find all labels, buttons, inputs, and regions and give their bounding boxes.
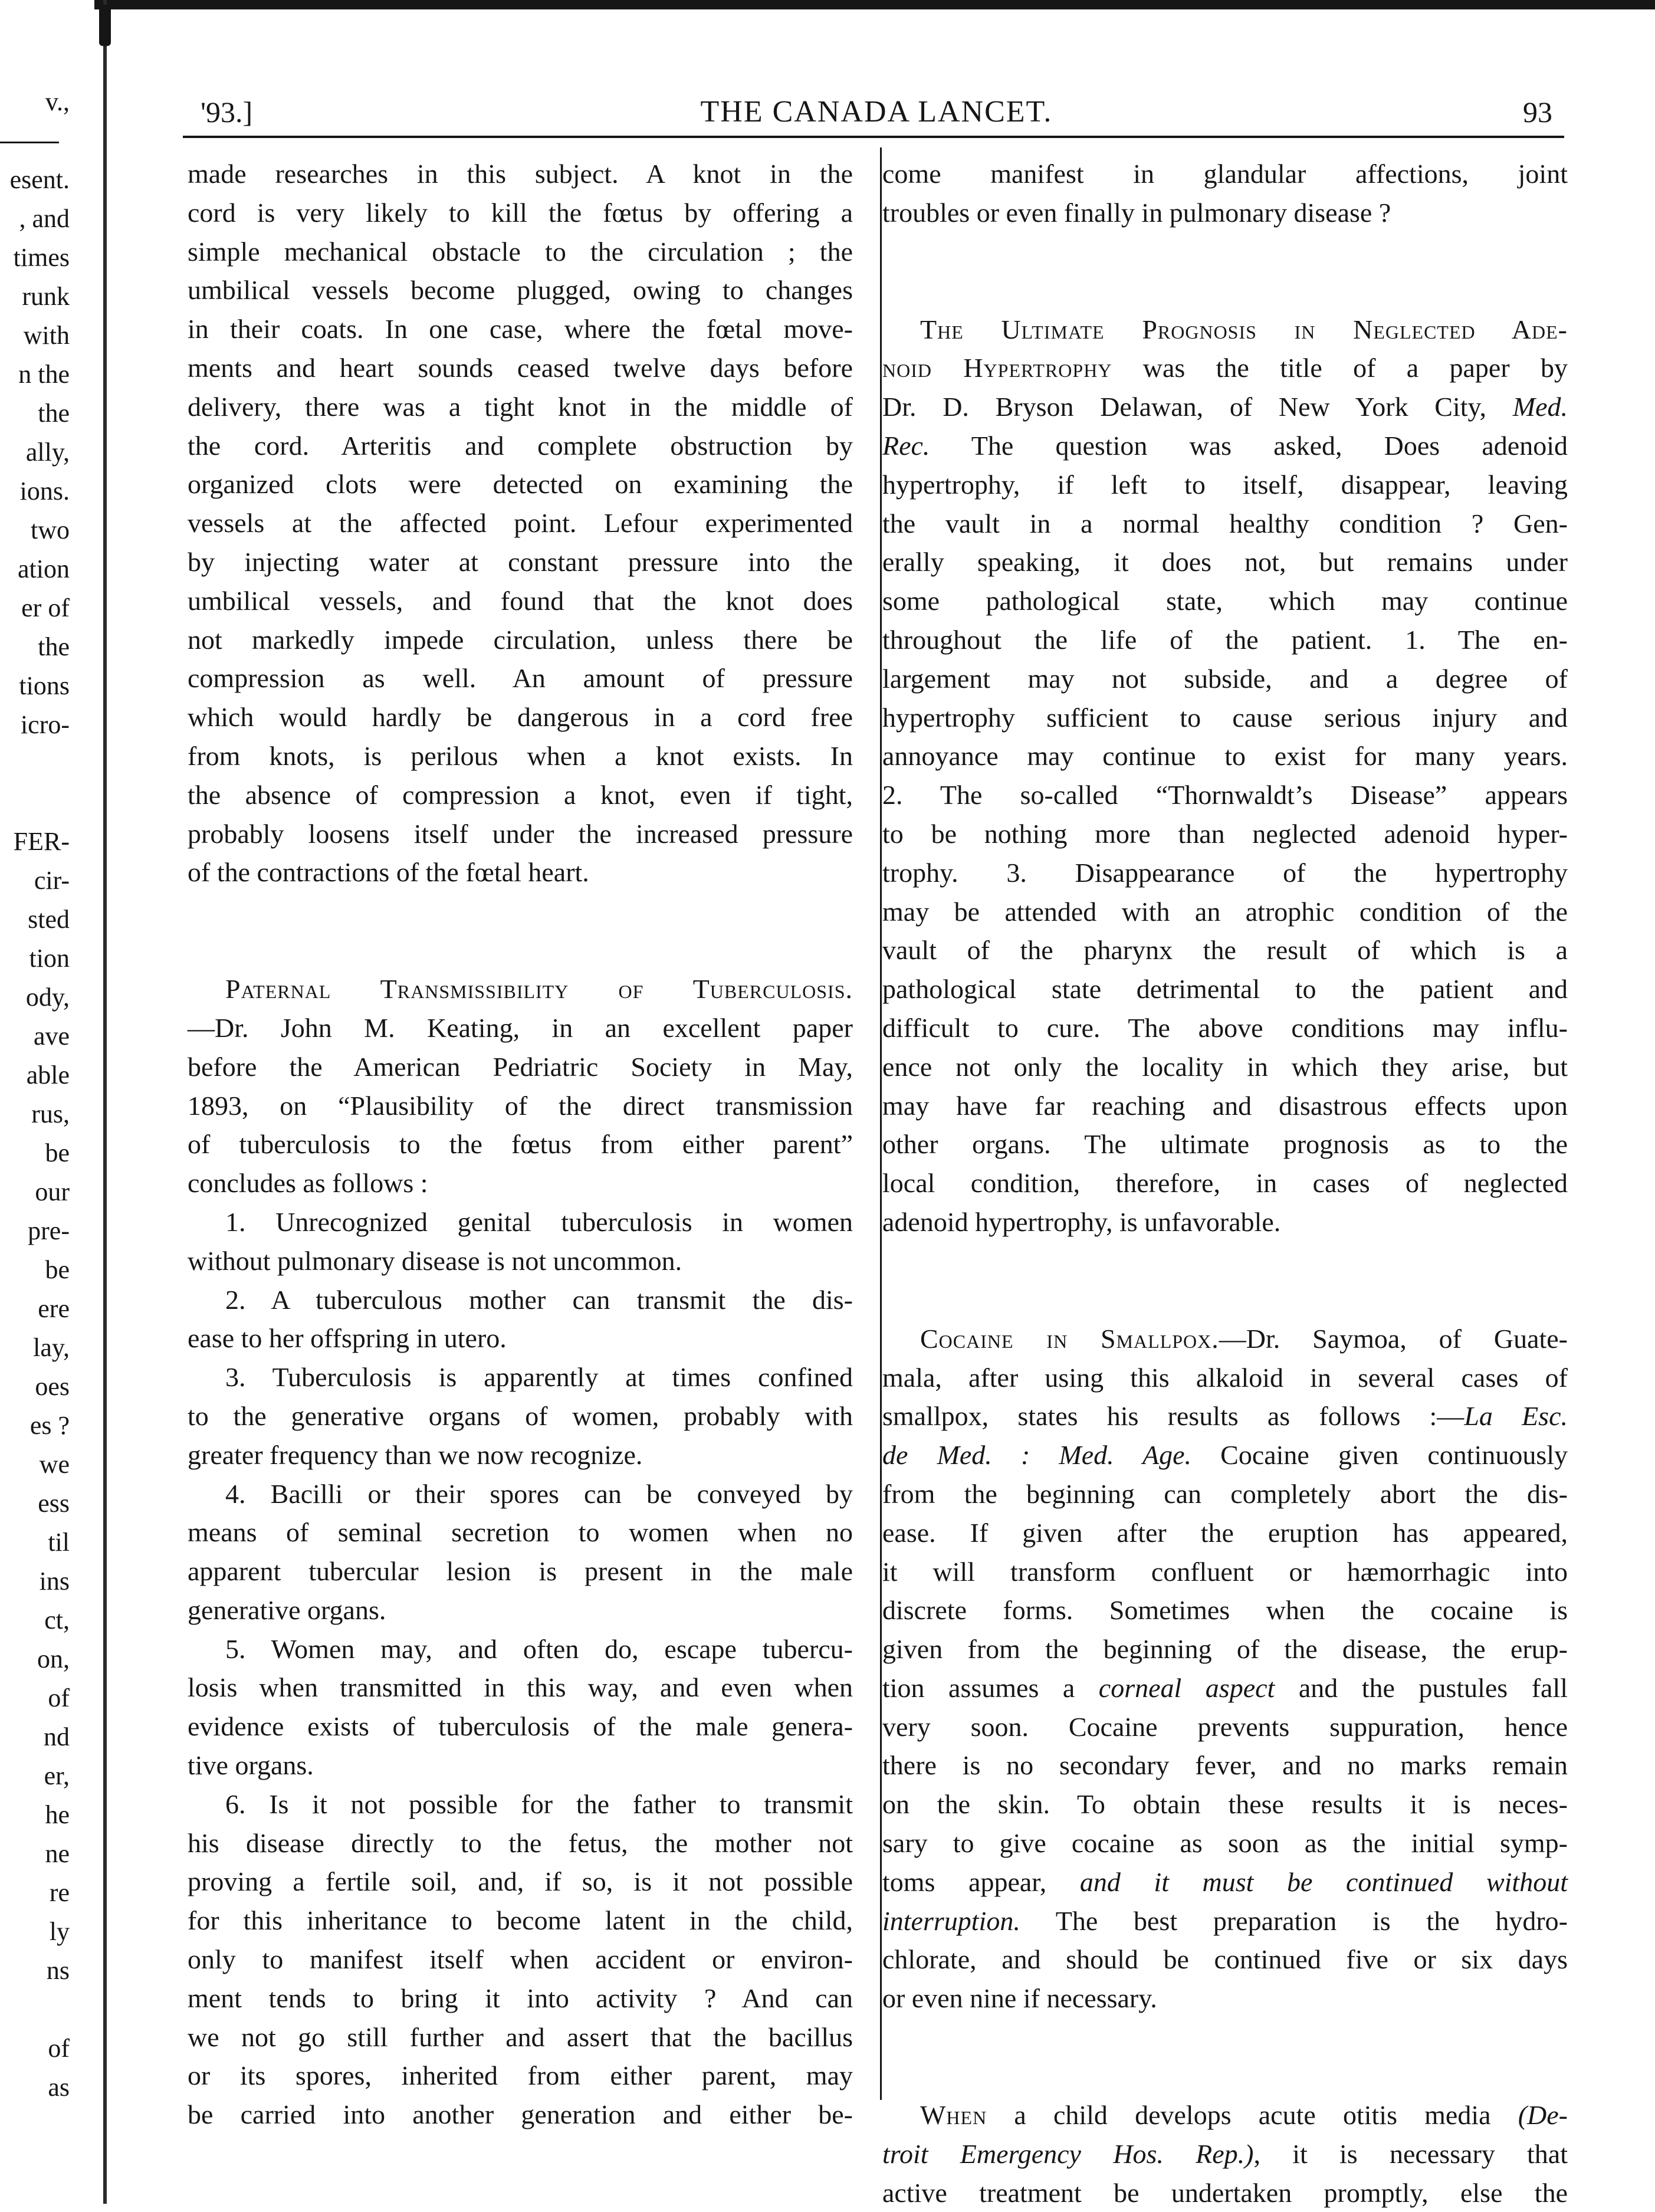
cocaine-source: La Esc. bbox=[1464, 1401, 1568, 1432]
text-line: hypertrophy, if left to itself, disappear, leaving bbox=[882, 469, 1568, 500]
previous-page-line: er of bbox=[21, 593, 70, 622]
cocaine-line-15: toms appear, and it must be continued without bbox=[882, 1866, 1568, 1897]
previous-page-line: icro- bbox=[20, 710, 70, 739]
text-line: very soon. Cocaine prevents suppuration, hence bbox=[882, 1711, 1568, 1742]
text-line: the absence of compression a knot, even if tight, bbox=[188, 779, 853, 810]
previous-page-line: times bbox=[13, 243, 70, 272]
previous-page-line: be bbox=[45, 1138, 70, 1167]
cocaine-heading: Cocaine in Smallpox. bbox=[920, 1323, 1219, 1354]
previous-page-line: n the bbox=[18, 360, 70, 389]
text-line: ease. If given after the eruption has appeared, bbox=[882, 1517, 1568, 1548]
text-line: by injecting water at constant pressure into the bbox=[188, 546, 853, 577]
previous-page-line: our bbox=[35, 1177, 70, 1206]
previous-page-line: two bbox=[31, 516, 70, 544]
text-line: there is no secondary fever, and no marks remain bbox=[882, 1750, 1568, 1781]
previous-page-line: lay, bbox=[33, 1333, 70, 1362]
cocaine-source-cont: de Med. : Med. Age. bbox=[882, 1440, 1191, 1471]
text-line: given from the beginning of the disease, the erup- bbox=[882, 1634, 1568, 1665]
previous-page-line: of bbox=[48, 2034, 70, 2063]
journal-title: THE CANADA LANCET. bbox=[700, 95, 1053, 129]
conclusions-list bbox=[188, 1203, 853, 2134]
gutter-ink-blot bbox=[99, 5, 111, 46]
previous-page-fragment bbox=[0, 83, 70, 2107]
corneal-aspect: corneal aspect bbox=[1098, 1672, 1275, 1703]
text-line: troubles or even finally in pulmonary disease ? bbox=[882, 197, 1391, 228]
previous-page-line: tion bbox=[29, 944, 70, 973]
text-line: before the American Pedriatric Society in May, bbox=[188, 1051, 853, 1082]
list-item-line: 6. Is it not possible for the father to transmit bbox=[225, 1788, 853, 1819]
list-item-line: means of seminal secretion to women when no bbox=[188, 1517, 853, 1548]
list-item bbox=[188, 1630, 853, 1785]
continued-paragraph bbox=[882, 155, 1568, 232]
previous-page-line: with bbox=[23, 321, 70, 350]
adenoid-line-4: Rec. The question was asked, Does adenoid bbox=[882, 430, 1568, 461]
text-line: made researches in this subject. A knot in the bbox=[188, 159, 853, 189]
previous-page-line: be bbox=[45, 1255, 70, 1284]
previous-page-line: we bbox=[39, 1450, 70, 1479]
fragment-gap bbox=[0, 1990, 70, 2029]
list-item-line: losis when transmitted in this way, and even when bbox=[188, 1672, 853, 1703]
adenoid-heading-2: noid Hypertrophy bbox=[882, 353, 1112, 383]
previous-page-line: ns bbox=[46, 1956, 70, 1985]
previous-page-line: re bbox=[49, 1878, 70, 1907]
paternal-heading: Paternal Transmissibility of Tuberculosis. bbox=[225, 974, 853, 1005]
column-divider bbox=[880, 147, 882, 2100]
previous-page-line: ins bbox=[39, 1567, 70, 1596]
list-item-line: 5. Women may, and often do, escape tubercu- bbox=[225, 1633, 853, 1664]
list-item-line: 4. Bacilli or their spores can be conveyed by bbox=[225, 1478, 853, 1509]
text-line: pathological state detrimental to the patient and bbox=[882, 974, 1568, 1005]
text-line: come manifest in glandular affections, joint bbox=[882, 159, 1568, 189]
cocaine-paragraph-c bbox=[882, 1940, 1568, 2018]
previous-page-line: ess bbox=[38, 1489, 70, 1518]
adenoid-paragraph bbox=[882, 465, 1568, 1242]
text-line: chlorate, and should be continued five or six days bbox=[882, 1944, 1568, 1975]
list-item-line: 3. Tuberculosis is apparently at times confined bbox=[225, 1362, 853, 1393]
text-line: largement may not subside, and a degree of bbox=[882, 663, 1568, 694]
previous-page-line: til bbox=[48, 1528, 70, 1557]
previous-page-line: , and bbox=[19, 204, 70, 233]
previous-page-line: v., bbox=[45, 87, 70, 116]
text-line: umbilical vessels, and found that the knot does bbox=[188, 585, 853, 616]
list-item-line: proving a fertile soil, and, if so, is it not possible bbox=[188, 1866, 853, 1897]
list-item bbox=[188, 1281, 853, 1358]
previous-page-line: ave bbox=[33, 1022, 70, 1051]
text-line: difficult to cure. The above conditions may influ- bbox=[882, 1012, 1568, 1043]
previous-page-line: ly bbox=[49, 1917, 70, 1946]
text-line: umbilical vessels become plugged, owing to changes bbox=[188, 275, 853, 306]
previous-page-line: esent. bbox=[9, 165, 70, 194]
adenoid-after-heading: was the title of a paper by bbox=[1112, 353, 1568, 383]
list-item-line: without pulmonary disease is not uncommon. bbox=[188, 1245, 682, 1276]
cocaine-line-16: interruption. The best preparation is the hydro- bbox=[882, 1905, 1568, 1936]
top-edge-rule bbox=[94, 0, 1655, 9]
continued-without: and it must be continued without bbox=[1079, 1866, 1568, 1897]
previous-page-line: oes bbox=[35, 1372, 70, 1401]
previous-page-line: er, bbox=[44, 1761, 70, 1790]
text-line: sary to give cocaine as soon as the initial symp- bbox=[882, 1828, 1568, 1859]
cocaine-line-1: Cocaine in Smallpox.—Dr. Saymoa, of Guate- bbox=[920, 1323, 1568, 1354]
previous-page-line: on, bbox=[37, 1645, 70, 1673]
list-item-line: greater frequency than we now recognize. bbox=[188, 1439, 643, 1470]
list-item-line: 2. A tuberculous mother can transmit the dis- bbox=[225, 1284, 853, 1315]
previous-page-line: cir- bbox=[34, 866, 70, 895]
previous-page-line: ions. bbox=[19, 477, 70, 506]
cocaine-paragraph-a bbox=[882, 1475, 1568, 1669]
list-item-line: for this inheritance to become latent in the child, bbox=[188, 1905, 853, 1936]
text-line: ence not only the locality in which they arise, but bbox=[882, 1051, 1568, 1082]
cocaine-line-10: tion assumes a corneal aspect and the pustules fall bbox=[882, 1672, 1568, 1703]
otitis-source: (De- bbox=[1518, 2100, 1568, 2131]
text-line: 2. The so-called “Thornwaldt’s Disease” appears bbox=[882, 780, 1568, 810]
previous-page-line: ally, bbox=[25, 438, 70, 467]
previous-page-line: runk bbox=[22, 282, 70, 311]
previous-page-line: FER- bbox=[13, 827, 70, 856]
text-line: to be nothing more than neglected adenoid hyper- bbox=[882, 818, 1568, 849]
list-item bbox=[188, 1475, 853, 1630]
text-line: which would hardly be dangerous in a cord free bbox=[188, 702, 853, 733]
cocaine-paragraph-b bbox=[882, 1708, 1568, 1863]
previous-page-line: pre- bbox=[28, 1216, 70, 1245]
paternal-heading-line bbox=[188, 970, 853, 1009]
list-item-line: his disease directly to the fetus, the mother not bbox=[188, 1827, 853, 1858]
list-item-line: ease to her offspring in utero. bbox=[188, 1323, 507, 1354]
adenoid-source: Med. bbox=[1512, 392, 1568, 422]
header-rule bbox=[183, 136, 1564, 138]
text-line: may have far reaching and disastrous effects upon bbox=[882, 1090, 1568, 1121]
text-line: not markedly impede circulation, unless there be bbox=[188, 624, 853, 655]
previous-page-header-rule bbox=[0, 142, 59, 143]
text-line: compression as well. An amount of pressure bbox=[188, 663, 853, 694]
list-item bbox=[188, 1203, 853, 1281]
list-item-line: we not go still further and assert that the bacillus bbox=[188, 2021, 853, 2052]
header-year: '93.] bbox=[201, 96, 253, 129]
previous-page-line: ne bbox=[45, 1839, 70, 1868]
text-line: hypertrophy sufficient to cause serious injury and bbox=[882, 702, 1568, 733]
otitis-line-1: When a child develops acute otitis media (De- bbox=[920, 2100, 1568, 2131]
list-item-line: to the generative organs of women, probably with bbox=[188, 1400, 853, 1431]
text-line: trophy. 3. Disappearance of the hypertrophy bbox=[882, 857, 1568, 888]
left-column bbox=[188, 155, 853, 2134]
text-line: of tuberculosis to the fœtus from either parent” bbox=[188, 1129, 853, 1160]
list-item-line: or its spores, inherited from either parent, may bbox=[188, 2060, 853, 2091]
text-line: from the beginning can completely abort the dis- bbox=[882, 1478, 1568, 1509]
text-line: throughout the life of the patient. 1. The en- bbox=[882, 624, 1568, 655]
text-line: ments and heart sounds ceased twelve days before bbox=[188, 352, 853, 383]
previous-page-line: rus, bbox=[31, 1100, 70, 1128]
text-line: cord is very likely to kill the fœtus by offering a bbox=[188, 197, 853, 228]
text-line: 1893, on “Plausibility of the direct transmission bbox=[188, 1090, 853, 1121]
text-line: annoyance may continue to exist for many years. bbox=[882, 741, 1568, 772]
text-line: organized clots were detected on examining the bbox=[188, 469, 853, 500]
adenoid-heading-1: The Ultimate Prognosis in Neglected Ade- bbox=[920, 314, 1568, 344]
list-item-line: only to manifest itself when accident or environ- bbox=[188, 1944, 853, 1975]
text-line: local condition, therefore, in cases of neglected bbox=[882, 1168, 1568, 1199]
list-item-line: 1. Unrecognized genital tuberculosis in women bbox=[225, 1206, 853, 1237]
list-item-line: evidence exists of tuberculosis of the male genera- bbox=[188, 1711, 853, 1742]
previous-page-line: ere bbox=[38, 1294, 70, 1323]
list-item bbox=[188, 1358, 853, 1474]
fragment-gap bbox=[0, 744, 70, 783]
text-line: concludes as follows : bbox=[188, 1168, 428, 1199]
list-item-line: apparent tubercular lesion is present in the male bbox=[188, 1556, 853, 1587]
previous-page-line: es ? bbox=[29, 1411, 70, 1440]
gutter-shadow bbox=[103, 0, 107, 2204]
text-line: on the skin. To obtain these results it is neces- bbox=[882, 1789, 1568, 1820]
text-line: erally speaking, it does not, but remains under bbox=[882, 547, 1568, 577]
interruption: interruption. bbox=[882, 1905, 1020, 1936]
text-line: adenoid hypertrophy, is unfavorable. bbox=[882, 1206, 1281, 1237]
previous-page-line: the bbox=[38, 632, 70, 661]
text-line: some pathological state, which may continue bbox=[882, 586, 1568, 616]
text-line: the cord. Arteritis and complete obstruction by bbox=[188, 430, 853, 461]
previous-page-line: sted bbox=[28, 905, 70, 934]
previous-page-line: able bbox=[26, 1061, 70, 1089]
text-line: simple mechanical obstacle to the circulation ; the bbox=[188, 236, 853, 267]
fragment-gap bbox=[0, 783, 70, 822]
cocaine-line-3: smallpox, states his results as follows :—La Esc. bbox=[882, 1401, 1568, 1432]
previous-page-line: nd bbox=[44, 1722, 70, 1751]
fragment-gap bbox=[0, 122, 70, 160]
text-line: delivery, there was a tight knot in the middle of bbox=[188, 391, 853, 422]
previous-page-line: ation bbox=[18, 554, 70, 583]
otitis-line-2: troit Emergency Hos. Rep.), it is necessary that bbox=[882, 2138, 1568, 2169]
previous-page-line: as bbox=[48, 2073, 70, 2102]
text-line: in their coats. In one case, where the fœtal move- bbox=[188, 314, 853, 344]
list-item bbox=[188, 1785, 853, 2134]
adenoid-source-cont: Rec. bbox=[882, 430, 930, 461]
adenoid-line-2 bbox=[882, 349, 1568, 388]
previous-page-line: of bbox=[48, 1683, 70, 1712]
text-line: of the contractions of the fœtal heart. bbox=[188, 857, 589, 888]
otitis-line-3: active treatment be undertaken promptly, else the bbox=[882, 2177, 1568, 2208]
previous-page-line: tions bbox=[19, 671, 70, 700]
running-header bbox=[201, 91, 1552, 133]
cocaine-line-2: mala, after using this alkaloid in several cases of bbox=[882, 1362, 1568, 1393]
otitis-source-cont: troit Emergency Hos. Rep.) bbox=[882, 2138, 1254, 2169]
previous-page-line: ct, bbox=[44, 1606, 70, 1635]
right-column bbox=[882, 155, 1568, 2212]
text-line: —Dr. John M. Keating, in an excellent paper bbox=[188, 1012, 853, 1043]
list-item-line: be carried into another generation and either be- bbox=[188, 2099, 853, 2130]
previous-page-line: the bbox=[38, 399, 70, 428]
text-line: or even nine if necessary. bbox=[882, 1983, 1157, 2014]
adenoid-line-3: Dr. D. Bryson Delawan, of New York City, Med. bbox=[882, 392, 1568, 422]
text-line: from knots, is perilous when a knot exists. In bbox=[188, 740, 853, 771]
adenoid-line-1 bbox=[882, 310, 1568, 349]
text-line: probably loosens itself under the increased pressure bbox=[188, 818, 853, 849]
knot-paragraph bbox=[188, 155, 853, 892]
paternal-paragraph bbox=[188, 1009, 853, 1203]
text-line: may be attended with an atrophic condition of the bbox=[882, 896, 1568, 927]
list-item-line: ment tends to bring it into activity ? And can bbox=[188, 1983, 853, 2013]
text-line: it will transform confluent or hæmorrhagic into bbox=[882, 1556, 1568, 1587]
text-line: discrete forms. Sometimes when the cocaine is bbox=[882, 1595, 1568, 1626]
page-number: 93 bbox=[1523, 96, 1552, 129]
list-item-line: tive organs. bbox=[188, 1750, 314, 1781]
previous-page-line: he bbox=[45, 1800, 70, 1829]
text-line: the vault in a normal healthy condition ? Gen- bbox=[882, 508, 1568, 539]
text-line: vault of the pharynx the result of which is a bbox=[882, 935, 1568, 966]
otitis-lead: When bbox=[920, 2100, 987, 2131]
list-item-line: generative organs. bbox=[188, 1594, 386, 1625]
text-line: other organs. The ultimate prognosis as to the bbox=[882, 1129, 1568, 1160]
text-line: vessels at the affected point. Lefour experimented bbox=[188, 508, 853, 539]
cocaine-line-4: de Med. : Med. Age. Cocaine given continuously bbox=[882, 1440, 1568, 1471]
previous-page-line: ody, bbox=[25, 983, 70, 1012]
